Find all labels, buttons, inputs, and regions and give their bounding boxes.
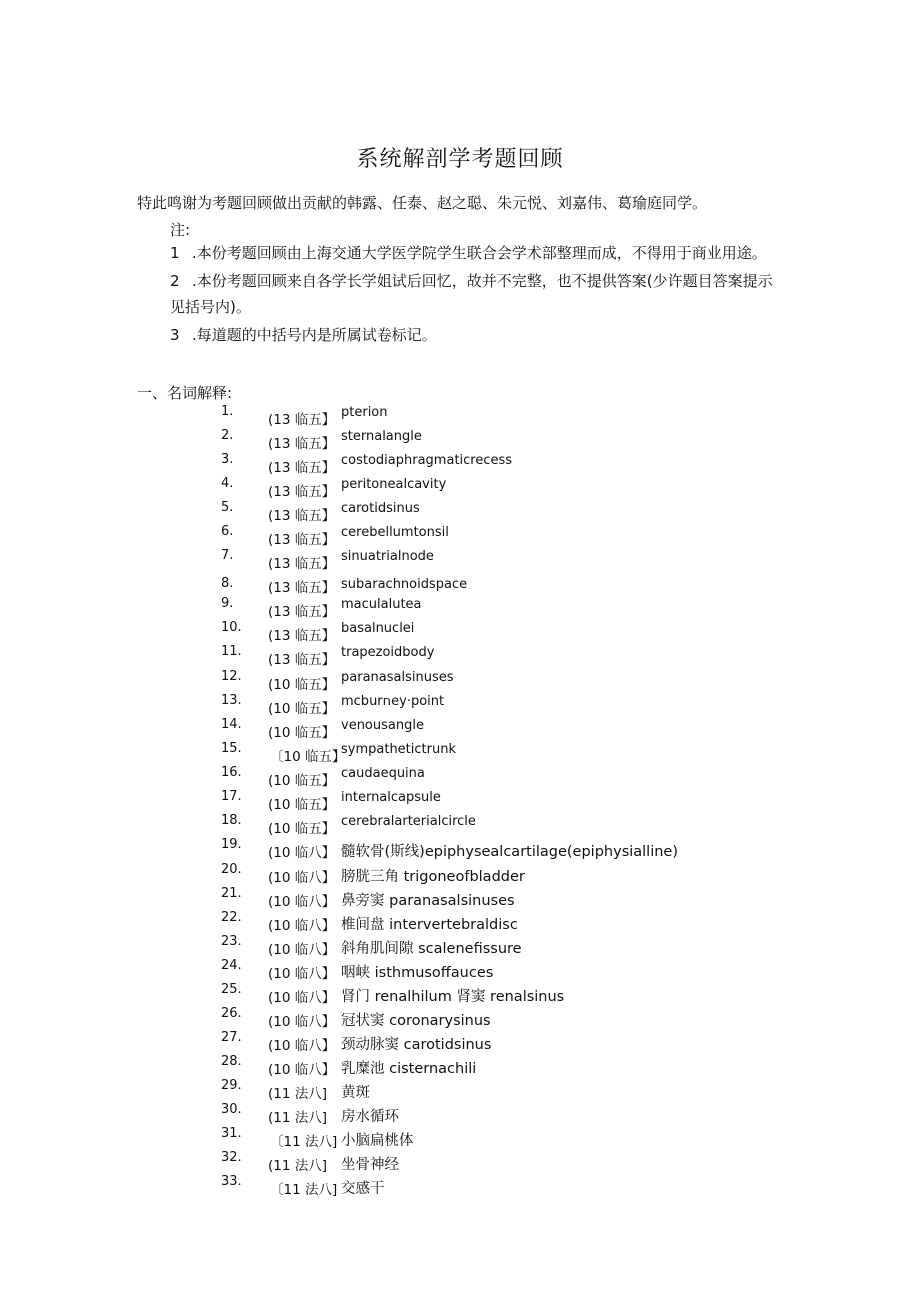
list-item	[0, 1078, 920, 1104]
acknowledgement: 特此鸣谢为考题回顾做出贡献的韩露、任泰、赵之聪、朱元悦、刘嘉伟、葛瑜庭同学。	[137, 194, 708, 212]
list-item	[0, 982, 920, 1008]
term-text: 交感干	[341, 1181, 385, 1197]
list-item	[0, 548, 920, 574]
term-text: carotidsinus	[341, 501, 420, 516]
item-number: 6.	[221, 524, 234, 539]
note-2-continuation: 见括号内)。	[170, 298, 251, 316]
exam-tag: 〔10 临五】	[270, 749, 346, 765]
item-number: 12.	[221, 669, 242, 684]
exam-tag: (11 法八]	[268, 1110, 328, 1126]
term-text: 小脑扁桃体	[341, 1133, 414, 1149]
note-number: 1	[170, 244, 180, 262]
list-item	[0, 1102, 920, 1128]
item-number: 1.	[221, 404, 234, 419]
list-item	[0, 693, 920, 719]
item-number: 8.	[221, 576, 234, 591]
exam-tag: (10 临五】	[268, 773, 336, 789]
list-item	[0, 886, 920, 912]
exam-tag: (11 法八]	[268, 1086, 328, 1102]
exam-tag: (10 临八】	[268, 966, 336, 982]
list-item	[0, 428, 920, 454]
item-number: 13.	[221, 693, 242, 708]
item-number: 27.	[221, 1030, 242, 1045]
list-item	[0, 524, 920, 550]
note-1	[170, 241, 800, 266]
list-item	[0, 669, 920, 695]
list-item	[0, 1126, 920, 1152]
list-item	[0, 789, 920, 815]
list-item	[0, 452, 920, 478]
exam-tag: (13 临五】	[268, 532, 336, 548]
list-item	[0, 1150, 920, 1176]
term-text: basalnuclei	[341, 621, 415, 636]
exam-tag: (13 临五】	[268, 652, 336, 668]
term-text: 斜角肌间隙 scalenefissure	[341, 941, 522, 957]
list-item	[0, 934, 920, 960]
section-title: 一、名词解释:	[137, 384, 233, 402]
term-text: 髓软骨(斯线)epiphysealcartilage(epiphysialline)	[341, 844, 679, 860]
exam-tag: (11 法八]	[268, 1158, 328, 1174]
exam-tag: (10 临五】	[268, 725, 336, 741]
exam-tag: (10 临八】	[268, 1014, 336, 1030]
term-text: 颈动脉窦 carotidsinus	[341, 1037, 492, 1053]
item-number: 21.	[221, 886, 242, 901]
note-number: 3	[170, 326, 180, 344]
item-number: 14.	[221, 717, 242, 732]
list-item	[0, 596, 920, 622]
term-text: sternalangle	[341, 429, 422, 444]
list-item	[0, 862, 920, 888]
list-item	[0, 910, 920, 936]
exam-tag: (10 临五】	[268, 701, 336, 717]
term-text: pterion	[341, 405, 388, 420]
list-item	[0, 644, 920, 670]
item-number: 3.	[221, 452, 234, 467]
exam-tag: (10 临八】	[268, 845, 336, 861]
item-number: 4.	[221, 476, 234, 491]
note-text: .每道题的中括号内是所属试卷标记。	[192, 326, 437, 344]
exam-tag: 〔11 法八]	[270, 1182, 338, 1198]
exam-tag: (10 临八】	[268, 1062, 336, 1078]
term-text: costodiaphragmaticrecess	[341, 453, 513, 468]
item-number: 9.	[221, 596, 234, 611]
note-2	[170, 269, 800, 294]
term-text: trapezoidbody	[341, 645, 435, 660]
term-text: 椎间盘 intervertebraldisc	[341, 917, 518, 933]
item-number: 22.	[221, 910, 242, 925]
term-text: 乳糜池 cisternachili	[341, 1061, 477, 1077]
item-number: 24.	[221, 958, 242, 973]
note-text: .本份考题回顾由上海交通大学医学院学生联合会学术部整理而成，不得用于商业用途。	[192, 244, 767, 262]
exam-tag: (10 临八】	[268, 870, 336, 886]
term-text: subarachnoidspace	[341, 577, 468, 592]
item-number: 23.	[221, 934, 242, 949]
item-number: 19.	[221, 837, 242, 852]
term-text: 鼻旁窦 paranasalsinuses	[341, 893, 515, 909]
list-item	[0, 476, 920, 502]
term-text: sinuatrialnode	[341, 549, 434, 564]
exam-tag: (13 临五】	[268, 556, 336, 572]
exam-tag: (13 临五】	[268, 460, 336, 476]
item-number: 25.	[221, 982, 242, 997]
term-text: 黄斑	[341, 1085, 370, 1101]
item-number: 18.	[221, 813, 242, 828]
exam-tag: (10 临五】	[268, 821, 336, 837]
item-number: 32.	[221, 1150, 242, 1165]
list-item	[0, 741, 920, 767]
list-item	[0, 1030, 920, 1056]
exam-tag: 〔11 法八]	[270, 1134, 338, 1150]
list-item	[0, 1174, 920, 1200]
exam-tag: (10 临八】	[268, 1038, 336, 1054]
item-number: 11.	[221, 644, 242, 659]
note-number: 2	[170, 272, 180, 290]
exam-tag: (10 临八】	[268, 918, 336, 934]
exam-tag: (10 临五】	[268, 677, 336, 693]
note-3	[170, 323, 800, 348]
term-text: 肾门 renalhilum 肾窦 renalsinus	[341, 989, 565, 1005]
list-item	[0, 620, 920, 646]
list-item	[0, 1006, 920, 1032]
note-text: .本份考题回顾来自各学长学姐试后回忆，故并不完整，也不提供答案(少许题目答案提示	[192, 272, 773, 290]
term-text: sympathetictrunk	[341, 742, 456, 757]
term-text: mcburחey·point	[341, 694, 445, 709]
item-number: 26.	[221, 1006, 242, 1021]
note-label: 注:	[170, 221, 191, 239]
term-text: cerebellumtonsil	[341, 525, 449, 540]
list-item	[0, 500, 920, 526]
term-text: 膀胱三角 trigoneofbladder	[341, 869, 525, 885]
item-number: 5.	[221, 500, 234, 515]
list-item	[0, 404, 920, 430]
term-text: cerebralarterialcircle	[341, 814, 476, 829]
exam-tag: (13 临五】	[268, 604, 336, 620]
list-item	[0, 813, 920, 839]
term-text: venousangle	[341, 718, 424, 733]
item-number: 30.	[221, 1102, 242, 1117]
term-text: 坐骨神经	[341, 1157, 399, 1173]
exam-tag: (13 临五】	[268, 628, 336, 644]
item-number: 17.	[221, 789, 242, 804]
exam-tag: (13 临五】	[268, 580, 336, 596]
term-text: 咽峡 isthmusoffauces	[341, 965, 494, 981]
term-text: caudaequina	[341, 766, 425, 781]
item-number: 29.	[221, 1078, 242, 1093]
list-item	[0, 717, 920, 743]
term-text: peritonealcavity	[341, 477, 447, 492]
item-number: 2.	[221, 428, 234, 443]
item-number: 28.	[221, 1054, 242, 1069]
exam-tag: (10 临五】	[268, 797, 336, 813]
term-text: maculalutea	[341, 597, 422, 612]
exam-tag: (10 临八】	[268, 990, 336, 1006]
item-number: 20.	[221, 862, 242, 877]
exam-tag: (13 临五】	[268, 436, 336, 452]
item-number: 31.	[221, 1126, 242, 1141]
item-number: 7.	[221, 548, 234, 563]
exam-tag: (10 临八】	[268, 894, 336, 910]
list-item	[0, 765, 920, 791]
exam-tag: (13 临五】	[268, 412, 336, 428]
term-text: 房水循环	[341, 1109, 399, 1125]
list-item	[0, 576, 920, 598]
exam-tag: (10 临八】	[268, 942, 336, 958]
item-number: 33.	[221, 1174, 242, 1189]
item-number: 15.	[221, 741, 242, 756]
document-title: 系统解剖学考题回顾	[356, 147, 564, 172]
item-number: 16.	[221, 765, 242, 780]
exam-tag: (13 临五】	[268, 508, 336, 524]
term-text: internalcapsule	[341, 790, 441, 805]
list-item	[0, 837, 920, 863]
term-text: 冠状窦 coronarysinus	[341, 1013, 491, 1029]
item-number: 10.	[221, 620, 242, 635]
list-item	[0, 1054, 920, 1080]
term-text: paranasalsinuses	[341, 670, 454, 685]
exam-tag: (13 临五】	[268, 484, 336, 500]
list-item	[0, 958, 920, 984]
